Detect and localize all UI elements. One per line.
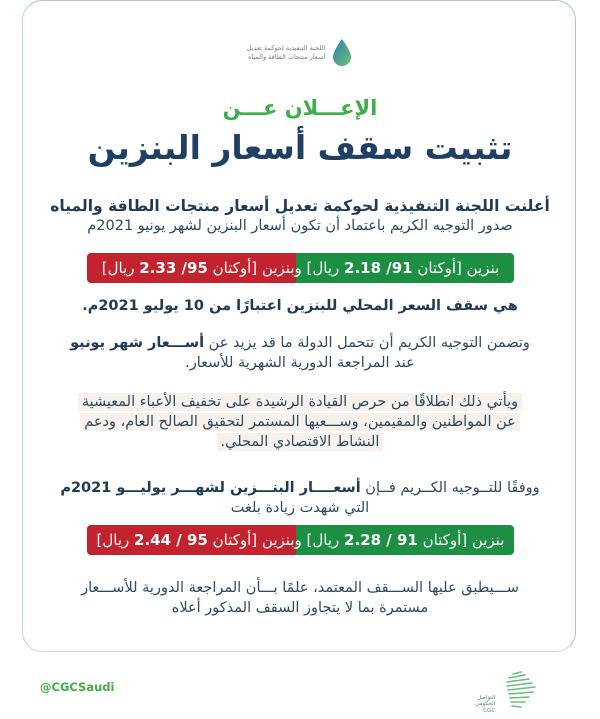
price-bar-july: بنزين [أوكتان 91 / 2.28 ريال] وبنزين [أوكتان 95 / 2.44 ريال] (87, 525, 514, 555)
water-drop-icon (331, 38, 353, 68)
announcement-label: الإعـــلان عـــن (222, 96, 378, 120)
closing-paragraph: ســـيطبق عليها الســـقف المعتمد، علمًا بـــأن المراجعة الدورية للأســـعار مستمرة بما لا يتجاوز السقف المذكور أعلاه (81, 580, 519, 616)
committee-logo (0, 38, 600, 68)
cgc-stripes-icon (499, 670, 539, 714)
twitter-handle[interactable]: @CGCSaudi (40, 680, 115, 694)
page-title: تثبيت سقف أسعار البنزين (87, 128, 513, 167)
price-bar-june: بنزين [أوكتان 91/ 2.18 ريال] وبنزين [أوكتان 95/ 2.33 ريال] (87, 253, 514, 283)
cgc-logo-text: التواصل الحكومي CGC (475, 694, 496, 714)
intro-paragraph: أعلنت اللجنة التنفيذية لحوكمة تعديل أسعار منتجات الطاقة والمياه صدور التوجيه الكريم باعتماد أن تكون أسعار البنزين لشهر يونيو 2021م (50, 197, 550, 234)
leadership-paragraph: ويأتي ذلك انطلاقًا من حرص القيادة الرشيدة على تخفيف الأعباء المعيشية عن المواطنين والمقيمين، وســـعيها المستمر لتحقيق الصالح العام، ودعم النشاط الاقتصادي المحلي. (40, 392, 560, 452)
cap-statement: هي سقف السعر المحلي للبنزين اعتبارًا من 10 يوليو 2021م. (82, 298, 518, 314)
cgc-logo (475, 668, 555, 714)
july-prices-paragraph: ووفقًا للتــوجيه الكــريم فــإن أسعــــار البنـــزين لشهـــر يوليـــو 2021م التي شهدت زيادة بلغت (60, 480, 540, 516)
state-support-paragraph: وتضمن التوجيه الكريم أن تتحمل الدولة ما قد يزيد عن أســـعار شهر يونيو عند المراجعة الدورية الشهرية للأسعار. (70, 335, 530, 371)
committee-name: اللجنة التنفيذية لحوكمة تعديل أسعار منتجات الطاقة والمياه (246, 44, 326, 61)
